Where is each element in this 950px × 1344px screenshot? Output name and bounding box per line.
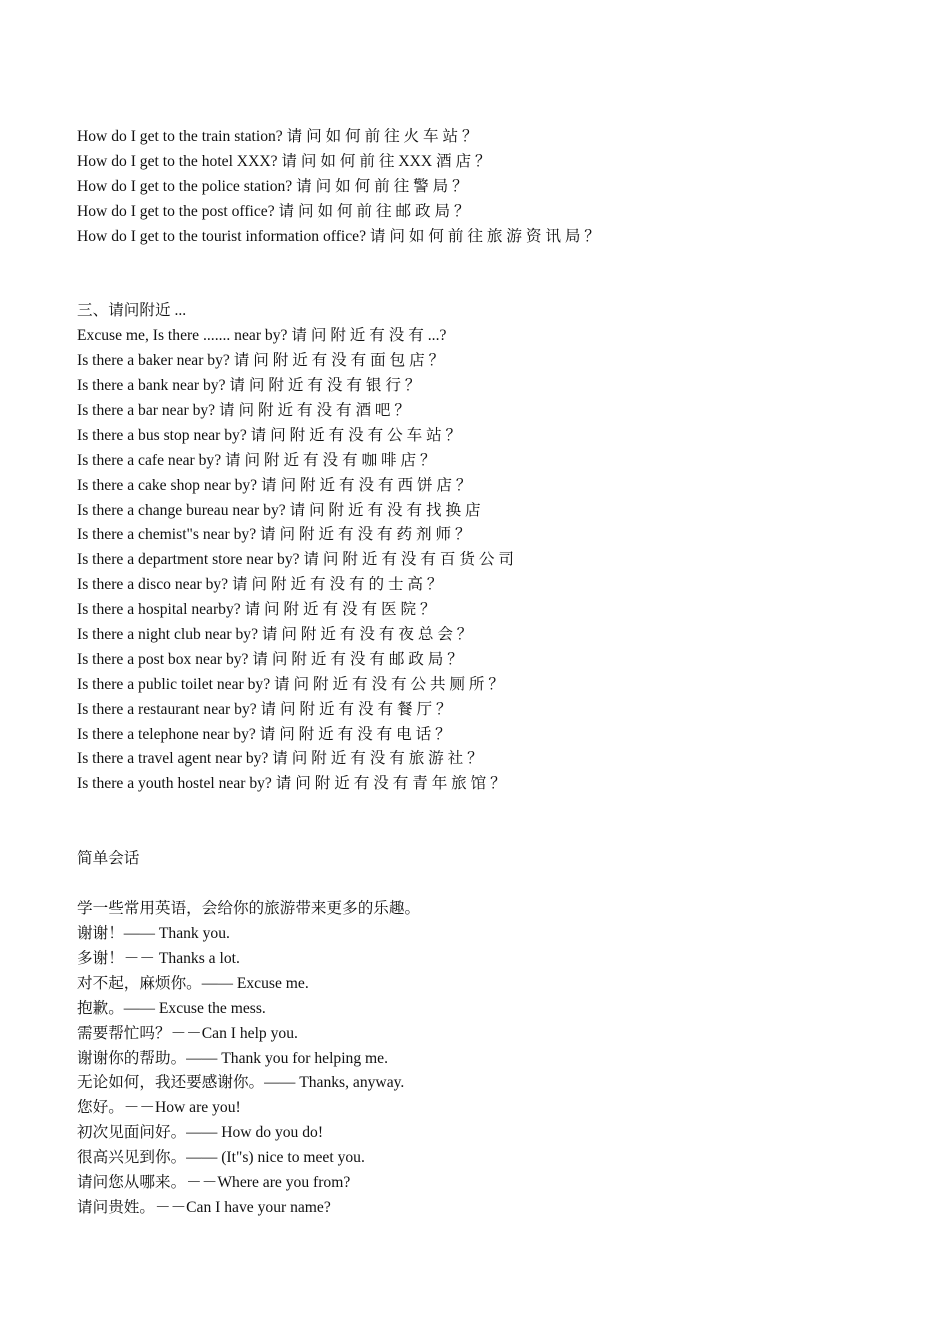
text-line: 请问贵姓。－－Can I have your name?	[77, 1198, 331, 1216]
section-spacer	[77, 249, 877, 299]
text-line: Is there a public toilet near by? 请 问 附 近 有 没 有 公 共 厕 所 ？	[77, 675, 505, 693]
text-line: Is there a change bureau near by? 请 问 附 近 有 没 有 找 换 店	[77, 501, 481, 519]
text-line: 谢谢你的帮助。—— Thank you for helping me.	[77, 1049, 388, 1067]
text-line: 您好。－－How are you!	[77, 1099, 241, 1117]
text-line: 需要帮忙吗？－－Can I help you.	[77, 1024, 298, 1042]
text-line: 很高兴见到你。—— (It"s) nice to meet you.	[77, 1149, 365, 1167]
text-line: Is there a cake shop near by? 请 问 附 近 有 没 有 西 饼 店 ？	[77, 476, 472, 494]
text-line: How do I get to the police station? 请 问 如 何 前 往 警 局 ？	[77, 177, 468, 195]
text-line: 请问您从哪来。－－Where are you from?	[77, 1173, 351, 1191]
section-spacer	[77, 797, 877, 847]
text-line: Is there a disco near by? 请 问 附 近 有 没 有 的 士 高 ？	[77, 576, 443, 594]
text-line: Is there a chemist"s near by? 请 问 附 近 有 没 有 药 剂 师 ？	[77, 526, 471, 544]
text-line: Is there a bus stop near by? 请 问 附 近 有 没 有 公 车 站 ？	[77, 426, 462, 444]
text-line: Is there a cafe near by? 请 问 附 近 有 没 有 咖 啡 店 ？	[77, 451, 436, 469]
text-line: 谢谢！—— Thank you.	[77, 925, 230, 943]
text-line: Is there a youth hostel near by? 请 问 附 近 有 没 有 青 年 旅 馆 ？	[77, 775, 506, 793]
text-line: Is there a night club near by? 请 问 附 近 有 没 有 夜 总 会 ？	[77, 626, 473, 644]
section-heading: 三、请问附近 ...	[77, 302, 187, 320]
text-line: Is there a department store near by? 请 问 附 近 有 没 有 百 货 公 司	[77, 551, 514, 569]
text-line: 抱歉。—— Excuse the mess.	[77, 999, 266, 1017]
text-line: Is there a bar near by? 请 问 附 近 有 没 有 酒 吧 ？	[77, 402, 411, 420]
text-line: How do I get to the post office? 请 问 如 何 前 往 邮 政 局 ？	[77, 202, 470, 220]
text-line: How do I get to the train station? 请 问 如 何 前 往 火 车 站 ？	[77, 128, 478, 145]
text-line: Is there a baker near by? 请 问 附 近 有 没 有 面 包 店 ？	[77, 352, 445, 370]
text-line: How do I get to the hotel XXX? 请 问 如 何 前 往 XXX 酒 店 ？	[77, 152, 491, 170]
directions-section	[77, 125, 877, 249]
conversation-section	[77, 847, 877, 1220]
text-line: 对不起，麻烦你。—— Excuse me.	[77, 974, 309, 992]
text-line: Is there a travel agent near by? 请 问 附 近 有 没 有 旅 游 社 ？	[77, 750, 483, 768]
text-line: Is there a restaurant near by? 请 问 附 近 有 没 有 餐 厅 ？	[77, 700, 452, 718]
text-line: How do I get to the tourist information office? 请 问 如 何 前 往 旅 游 资 讯 局 ？	[77, 227, 600, 245]
text-line: Is there a hospital nearby? 请 问 附 近 有 没 有 医 院 ？	[77, 601, 436, 619]
text-line: 多谢！－－ Thanks a lot.	[77, 949, 240, 967]
text-line: Is there a post box near by? 请 问 附 近 有 没 有 邮 政 局 ？	[77, 650, 463, 668]
section-heading: 简单会话	[77, 850, 140, 868]
document-page	[77, 125, 877, 1221]
text-line: Excuse me, Is there ....... near by? 请 问 附 近 有 没 有 ...?	[77, 327, 447, 345]
intro-text: 学一些常用英语，会给你的旅游带来更多的乐趣。	[77, 900, 421, 918]
paragraph-spacer	[77, 872, 877, 897]
text-line: 初次见面问好。—— How do you do!	[77, 1124, 324, 1142]
nearby-section	[77, 299, 877, 797]
text-line: 无论如何，我还要感谢你。—— Thanks, anyway.	[77, 1074, 405, 1092]
text-line: Is there a telephone near by? 请 问 附 近 有 没 有 电 话 ？	[77, 725, 451, 743]
text-line: Is there a bank near by? 请 问 附 近 有 没 有 银 行 ？	[77, 377, 421, 395]
